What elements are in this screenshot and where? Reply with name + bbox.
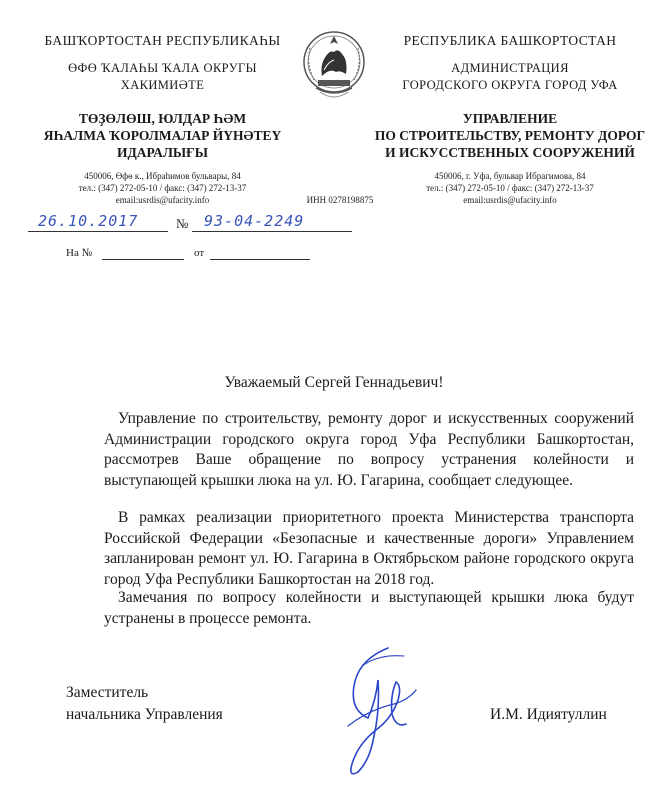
salutation: Уважаемый Сергей Геннадьевич! [224, 374, 444, 391]
registration-date: 26.10.2017 [38, 212, 139, 230]
right-admin-line1: АДМИНИСТРАЦИЯ [451, 61, 569, 75]
left-republic-name: БАШҠОРТОСТАН РЕСПУБЛИКАҺЫ [44, 33, 281, 48]
right-dept-line3: И ИСКУССТВЕННЫХ СООРУЖЕНИЙ [385, 145, 635, 160]
from-underline [210, 258, 310, 260]
date-underline [28, 230, 168, 232]
right-admin-line2: ГОРОДСКОГО ОКРУГА ГОРОД УФА [402, 78, 618, 92]
right-dept-line2: ПО СТРОИТЕЛЬСТВУ, РЕМОНТУ ДОРОГ [374, 128, 646, 143]
right-dept-line1: УПРАВЛЕНИЕ [462, 111, 558, 126]
left-admin-line1: ӨФӨ ҠАЛАҺЫ ҠАЛА ОКРУГЫ [68, 61, 257, 75]
right-republic-name: РЕСПУБЛИКА БАШКОРТОСТАН [403, 33, 617, 48]
paragraph-2: В рамках реализации приоритетного проекта Министерства транспорта Российской Федерации «Безопасные и качественные дороги» Управлением запланирован ремонт ул. Ю. Гагарина в Октябрьском районе городского округа город Уфа Республики Башкортостан на 2018 год. [104, 509, 634, 588]
left-address: 450006, Өфө к., Ибраһимов бульвары, 84 [84, 171, 241, 181]
right-address: 450006, г. Уфа, бульвар Ибрагимова, 84 [434, 171, 586, 181]
reply-to-underline [102, 258, 184, 260]
right-email: email:usrdis@ufacity.info [463, 195, 557, 205]
from-label: от [194, 247, 205, 259]
left-email: email:usrdis@ufacity.info [115, 195, 210, 205]
left-dept-line3: ИДАРАЛЫҒЫ [117, 145, 208, 160]
registration-number: 93-04-2249 [204, 212, 305, 230]
signer-position-line1: Заместитель [66, 684, 149, 701]
handwritten-signature [318, 640, 428, 780]
paragraph-3: Замечания по вопросу колейности и выступающей крышки люка будут устранены в процессе ремонта. [104, 589, 634, 627]
number-underline [192, 230, 352, 232]
signer-position-line2: начальника Управления [66, 706, 223, 723]
number-label: № [176, 216, 189, 231]
left-admin-line2: ХАКИМИӘТЕ [120, 78, 205, 92]
right-phone: тел.: (347) 272-05-10 / факс: (347) 272-13-37 [426, 183, 594, 193]
left-dept-line1: ТӨҘӨЛӨШ, ЮЛДАР ҺӘМ [78, 111, 247, 126]
left-dept-line2: ЯҺАЛМА ҠОРОЛМАЛАР ЙҮНӘТЕҮ [43, 128, 282, 143]
signer-name: И.М. Идиятуллин [490, 706, 607, 723]
left-phone: тел.: (347) 272-05-10 / факс: (347) 272-13-37 [78, 183, 247, 193]
reply-to-label: На № [66, 247, 93, 259]
coat-of-arms-emblem [300, 26, 368, 104]
inn-number: ИНН 0278198875 [306, 195, 374, 205]
paragraph-1: Управление по строительству, ремонту дорог и искусственных сооружений Администрации городского округа город Уфа Республики Башкортостан, рассмотрев Ваше обращение по вопросу устранения колейности и выступающей крышки люка на ул. Ю. Гагарина, сообщает следующее. [104, 410, 634, 489]
